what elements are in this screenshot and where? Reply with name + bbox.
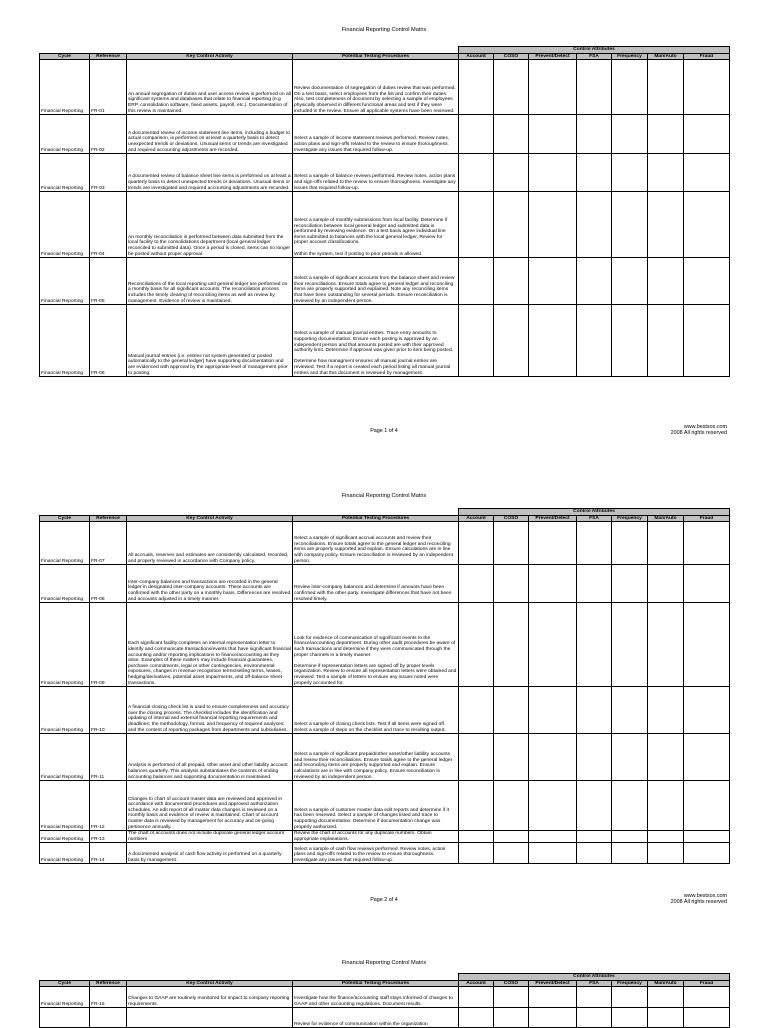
attribute-cell <box>612 115 648 154</box>
attribute-cell <box>494 192 529 258</box>
reference-cell: FR-13 <box>90 831 127 843</box>
attribute-cell <box>612 60 648 115</box>
header-frequency: Frequency <box>612 515 648 522</box>
attribute-cell <box>494 305 529 377</box>
control-activity-cell: Manual journal entries (i.e. entries not system generated or posted automatically to the general ledger) have supporting documentation and are evidenced with approval by the appropriate level of management prior to posting. <box>127 305 293 377</box>
attribute-cell <box>684 734 730 781</box>
table-row <box>40 1008 730 1028</box>
attribute-cell <box>648 843 684 864</box>
table-row <box>40 734 730 781</box>
header-reference: Reference <box>90 53 127 60</box>
control-attributes-header: Control Attributes <box>459 974 730 981</box>
attribute-cell <box>648 831 684 843</box>
control-activity-cell: The chart of accounts does not include duplicate general ledger account numbers <box>127 831 293 843</box>
page-3 <box>0 940 768 1027</box>
attribute-cell <box>684 192 730 258</box>
attribute-cell <box>648 687 684 734</box>
attribute-cell <box>529 687 577 734</box>
attribute-cell <box>612 781 648 831</box>
control-activity-cell: All accruals, reserves and estimates are consistently calculated, recorded, and properly reviewed in accordance with Company policy. <box>127 522 293 565</box>
testing-procedure-cell: Select a sample of closing check lists. Test if all items were signed off. Select a sample of steps on the checklist and trace to resulting output. <box>293 687 459 734</box>
reference-cell: FR-02 <box>90 115 127 154</box>
cycle-cell: Financial Reporting <box>40 781 90 831</box>
attribute-cell <box>494 987 529 1008</box>
attribute-cell <box>494 565 529 603</box>
header-coso: COSO <box>494 53 529 60</box>
attribute-cell <box>459 565 494 603</box>
header-cycle: Cycle <box>40 980 90 987</box>
table-row <box>40 843 730 864</box>
testing-procedure-cell: Select a sample of cash flow reviews performed. Review notes, action plans and sign-offs related to the review to ensure thoroughness. Investigate any issues that required follow-up. <box>293 843 459 864</box>
attribute-cell <box>684 522 730 565</box>
footer-site <box>671 893 727 906</box>
attribute-cell <box>494 522 529 565</box>
reference-cell: FR-10 <box>90 687 127 734</box>
header-activity: Key Control Activity <box>127 53 293 60</box>
page-number: Page 2 of 4 <box>370 897 398 903</box>
header-fsa: FSA <box>577 53 612 60</box>
testing-procedure-cell: Review the chart of accounts for any duplicate numbers. Obtain appropriate explanations. <box>293 831 459 843</box>
testing-procedure-cell: Review documentation of segregation of duties review that was performed. On a test basis, select employees from the list and confirm their duties. Also, test completeness of document by selecting a sample of employees physically observed in different functional areas and test if they were included in the review. Ensure all applicable systems have been reviewed. <box>293 60 459 115</box>
reference-cell: FR-06 <box>90 305 127 377</box>
header-man-auto: Man/Auto <box>648 53 684 60</box>
attribute-cell <box>684 687 730 734</box>
reference-cell: FR-01 <box>90 60 127 115</box>
reference-cell: FR-05 <box>90 258 127 305</box>
attribute-cell <box>684 258 730 305</box>
attribute-cell <box>612 258 648 305</box>
attribute-cell <box>684 305 730 377</box>
header-reference: Reference <box>90 980 127 987</box>
header-prevent-detect: Prevent/Detect <box>529 53 577 60</box>
attribute-cell <box>459 522 494 565</box>
table-row <box>40 305 730 377</box>
header-account: Account <box>459 515 494 522</box>
attribute-cell <box>684 987 730 1008</box>
attribute-cell <box>577 734 612 781</box>
attribute-cell <box>529 258 577 305</box>
header-coso: COSO <box>494 515 529 522</box>
cycle-cell: Financial Reporting <box>40 258 90 305</box>
cycle-cell: Financial Reporting <box>40 305 90 377</box>
header-man-auto: Man/Auto <box>648 515 684 522</box>
reference-cell: FR-11 <box>90 734 127 781</box>
attribute-cell <box>459 987 494 1008</box>
control-matrix-table <box>39 46 730 377</box>
attribute-cell <box>684 843 730 864</box>
attribute-cell <box>459 60 494 115</box>
testing-procedure-cell: Select a sample of balance reviews performed. Review notes, action plans and sign-offs related to the review to ensure thoroughness. Investigate any issues that required follow-up. <box>293 154 459 192</box>
attribute-cell <box>494 843 529 864</box>
attribute-cell <box>577 831 612 843</box>
attribute-cell <box>684 831 730 843</box>
cycle-cell: Financial Reporting <box>40 687 90 734</box>
attribute-cell <box>577 522 612 565</box>
header-frequency: Frequency <box>612 53 648 60</box>
reference-cell: FR-14 <box>90 843 127 864</box>
table-row <box>40 115 730 154</box>
attribute-cell <box>494 734 529 781</box>
document-title: Financial Reporting Control Matrix <box>341 27 427 33</box>
testing-procedure-cell: Select a sample of manual journal entries. Trace entry amounts to supporting documentation. Ensure each posting is approved by an independent person and that amounts posted are with their approved authority limit. Determine if approval was given prior to item being posted. Determine how managment ensures all manual journal entries are reviewed. Test if a report is created each period listing all manual journal entries and that this document is reviewed by management. <box>293 305 459 377</box>
reference-cell: FR-08 <box>90 565 127 603</box>
header-man-auto: Man/Auto <box>648 980 684 987</box>
attribute-cell <box>648 115 684 154</box>
attribute-cell <box>459 687 494 734</box>
attribute-cell <box>529 192 577 258</box>
header-account: Account <box>459 980 494 987</box>
header-procedures: Potential Testing Procedures <box>293 980 459 987</box>
attribute-cell <box>648 987 684 1008</box>
page-1 <box>0 0 768 440</box>
attribute-cell <box>684 565 730 603</box>
attribute-cell <box>612 522 648 565</box>
header-frequency: Frequency <box>612 980 648 987</box>
header-coso: COSO <box>494 980 529 987</box>
cycle-cell: Financial Reporting <box>40 60 90 115</box>
attribute-cell <box>684 115 730 154</box>
table-row <box>40 781 730 831</box>
attribute-cell <box>684 1008 730 1028</box>
cycle-cell: Financial Reporting <box>40 603 90 687</box>
control-activity-cell: Each significant facility completes an internal representation letter to identify and communicate transactions/events that have significant financial accounting and/or reporting implications to finance/accounting as they arise. Examples of these matters may include financial guarantees, purchase commitments, legal or other contingencies, environmental exposures, changes in revenue recognition terms/selling terms, leases, hedging/derivatives, potential asset impairments, and off-balance sheet transactions. <box>127 603 293 687</box>
attribute-cell <box>648 565 684 603</box>
header-fraud: Fraud <box>684 980 730 987</box>
reference-cell: FR-07 <box>90 522 127 565</box>
control-activity-cell: A financial closing check list is used to ensure completeness and accuracy over the closing process. The checklist includes the identification and updating of internal and external financial reporting requirements and deadlines; the methodology, format, and frequency of required analyses; and the content of reporting packages from departments and subsidiaries. <box>127 687 293 734</box>
testing-procedure-cell: Select a sample of significant prepaid/other asset/other liability accounts and review their reconciliations. Ensure totals agree to the general ledger and reconciling items are properly supported and explain. Ensure calculations are in line with company policy. Ensure reconciliation is reviewed by an independent person. <box>293 734 459 781</box>
attribute-cell <box>577 192 612 258</box>
page-2 <box>0 470 768 930</box>
attribute-cell <box>459 843 494 864</box>
header-cycle: Cycle <box>40 53 90 60</box>
table-row <box>40 192 730 258</box>
page-number: Page 1 of 4 <box>370 428 398 434</box>
attribute-cell <box>648 305 684 377</box>
attribute-cell <box>529 565 577 603</box>
control-activity-cell: A documented review of income statement line items, including a budget to actual comparison, is performed on at least a quarterly basis to detect unexpected trends or deviations. Unusual items or trends are investigated and required accounting adjustments are recorded. <box>127 115 293 154</box>
attribute-cell <box>529 831 577 843</box>
control-attributes-header: Control Attributes <box>459 47 730 54</box>
control-activity-cell: An monthly reconciliation is performed between data submitted from the local facility to the consolidations department (local general ledger reconciled to submitted data). Once a period is closed, items can no longer be posted without proper approval. <box>127 192 293 258</box>
attribute-cell <box>577 60 612 115</box>
table-row <box>40 987 730 1008</box>
table-row <box>40 565 730 603</box>
attribute-cell <box>648 603 684 687</box>
testing-procedure-cell: Select a sample of monthly submissions from local facility. Determine if reconciliation between local general ledger and submitted data is performed by reviewing evidence. On a test basis agree individual line items submitted to balances with the local general ledger. Review for proper account classifications. Within the system, test if posting to prior periods is allowed. <box>293 192 459 258</box>
control-activity-cell: A documented analysis of cash flow activity is performed on a quarterly basis by management. <box>127 843 293 864</box>
control-activity-cell: An annual segregation of duties and user access review is performed on all significant systems and databases that relate to financial reporting (e.g ERP, consolidation software, fixed assets, payroll, etc.). Documentation of this review is maintained. <box>127 60 293 115</box>
attribute-cell <box>529 60 577 115</box>
attribute-cell <box>459 192 494 258</box>
attribute-cell <box>577 687 612 734</box>
attribute-cell <box>577 1008 612 1028</box>
attribute-cell <box>529 987 577 1008</box>
attribute-cell <box>648 192 684 258</box>
header-cycle: Cycle <box>40 515 90 522</box>
attribute-cell <box>648 522 684 565</box>
attribute-cell <box>577 565 612 603</box>
testing-procedure-cell: Select a sample of customer master data edit reports and determine if it has been reviewed. Select a sample of changes listed and trace to supporting documentation. Determine if documentation change was properly authorized. <box>293 781 459 831</box>
table-row <box>40 687 730 734</box>
header-procedures: Potential Testing Procedures <box>293 53 459 60</box>
control-activity-cell: A documented review of balance sheet line items is performed on at least a quarterly basis to detect unexpected trends or deviations. Unusual items or trends are investigated and required accounting adjustments are recorded. <box>127 154 293 192</box>
header-account: Account <box>459 53 494 60</box>
footer-url: www.bestsox.com <box>683 424 727 430</box>
attribute-cell <box>612 192 648 258</box>
attribute-cell <box>529 781 577 831</box>
attribute-cell <box>612 734 648 781</box>
cycle-cell: Financial Reporting <box>40 831 90 843</box>
reference-cell: FR-03 <box>90 154 127 192</box>
header-activity: Key Control Activity <box>127 980 293 987</box>
attribute-cell <box>494 1008 529 1028</box>
table-row <box>40 154 730 192</box>
table-row <box>40 603 730 687</box>
attribute-cell <box>684 60 730 115</box>
document-title: Financial Reporting Control Matrix <box>341 960 427 966</box>
attribute-cell <box>494 687 529 734</box>
testing-procedure-cell: Select a sample of significant accrual accounts and review their reconciliations. Ensure totals agree to the general ledger and reconciling items are properly supported and explain. Ensure calculations are in line with company policy. Ensure reconciliation is reviewed by an independent person. <box>293 522 459 565</box>
footer-rights: 2008 All rights reserved <box>670 430 727 437</box>
attribute-cell <box>612 987 648 1008</box>
cycle-cell: Financial Reporting <box>40 522 90 565</box>
attribute-cell <box>529 1008 577 1028</box>
header-fraud: Fraud <box>684 515 730 522</box>
testing-procedure-cell: Select a sample of income statement reviews performed. Review notes, action plans and sign-offs related to the review to ensure thoroughness. Investigate any issues that required follow-up. <box>293 115 459 154</box>
control-activity-cell: Reconciliations of the local reporting unit general ledger are performed on a monthly basis for all significant accounts. The reconciliation process includes the timely clearing of reconciling items as well as review by management. Evidence of review is maintained. <box>127 258 293 305</box>
attribute-cell <box>648 258 684 305</box>
reference-cell: FR-15 <box>90 987 127 1008</box>
attribute-cell <box>459 258 494 305</box>
document-title: Financial Reporting Control Matrix <box>341 493 427 499</box>
attribute-cell <box>612 154 648 192</box>
control-activity-cell: Changes to GAAP are routinely monitored for impact to company reporting requirements. <box>127 987 293 1008</box>
attribute-cell <box>612 305 648 377</box>
attribute-cell <box>577 258 612 305</box>
control-activity-cell: Changes to chart of account master data are reviewed and approved in accordance with documented procedures and approved authorization schedules. An edit report of all master data changes is reviewed on a monthly basis and evidence of review is maintained. Chart of account master data is reviewed by management for accuracy and on-going pertinence annually. <box>127 781 293 831</box>
attribute-cell <box>577 987 612 1008</box>
attribute-cell <box>648 154 684 192</box>
attribute-cell <box>459 1008 494 1028</box>
attribute-cell <box>577 154 612 192</box>
attribute-cell <box>529 115 577 154</box>
header-fraud: Fraud <box>684 53 730 60</box>
reference-cell <box>90 1008 127 1028</box>
attribute-cell <box>494 60 529 115</box>
attribute-cell <box>529 522 577 565</box>
attribute-cell <box>494 831 529 843</box>
control-activity-cell: Inter-company balances and transactions are recorded in the general ledger in designated inter-company accounts. These accounts are confirmed with the other party on a monthly basis. Differences are resolved and accounts adjusted in a timely manner. <box>127 565 293 603</box>
header-procedures: Potential Testing Procedures <box>293 515 459 522</box>
attribute-cell <box>577 115 612 154</box>
testing-procedure-cell: Look for evidence of communication of significant events to the finance/accounting department. During other audit procedures be aware of such transactions and determine if they were communicated through the proper channels in a timely manner. Determine if representation letters are signed off by proper levels organization. Review to ensure all representation letters were obtained and reviewed. Test a sample of letters to ensure any issues noted were properly accounted for. <box>293 603 459 687</box>
attribute-cell <box>577 603 612 687</box>
attribute-cell <box>529 603 577 687</box>
footer-url: www.bestsox.com <box>683 893 727 899</box>
header-fsa: FSA <box>577 980 612 987</box>
cycle-cell: Financial Reporting <box>40 154 90 192</box>
attribute-cell <box>459 734 494 781</box>
table-row <box>40 60 730 115</box>
attribute-cell <box>529 154 577 192</box>
attribute-cell <box>494 603 529 687</box>
attribute-cell <box>494 115 529 154</box>
table-row <box>40 831 730 843</box>
cycle-cell: Financial Reporting <box>40 565 90 603</box>
attribute-cell <box>459 781 494 831</box>
cycle-cell: Financial Reporting <box>40 192 90 258</box>
header-prevent-detect: Prevent/Detect <box>529 980 577 987</box>
testing-procedure-cell: Investigate how the finance/accounting staff stays informed of changes to GAAP and other accounting regulations. Document results. <box>293 987 459 1008</box>
attribute-cell <box>648 781 684 831</box>
testing-procedure-cell: Select a sample of significant accounts from the balance sheet and review their reconciliations. Ensure totals agree to general ledger and reconciling items are properly supported and explained. Note any reconciling items that have been outstanding for several periods. Ensure reconciliation is reviewed by an independent person. <box>293 258 459 305</box>
attribute-cell <box>529 305 577 377</box>
header-prevent-detect: Prevent/Detect <box>529 515 577 522</box>
attribute-cell <box>577 781 612 831</box>
attribute-cell <box>494 154 529 192</box>
attribute-cell <box>648 60 684 115</box>
header-fsa: FSA <box>577 515 612 522</box>
attribute-cell <box>612 603 648 687</box>
control-matrix-table <box>39 973 730 1028</box>
footer-rights: 2008 All rights reserved <box>670 899 727 906</box>
cycle-cell <box>40 1008 90 1028</box>
attribute-cell <box>529 843 577 864</box>
cycle-cell: Financial Reporting <box>40 115 90 154</box>
table-row <box>40 258 730 305</box>
attribute-cell <box>612 831 648 843</box>
reference-cell: FR-12 <box>90 781 127 831</box>
control-activity-cell: Analysis is performed of all prepaid, other asset and other liability account balances quarterly. This analysis substantiates the contents of ending accounting balances and supporting documentation is maintained. <box>127 734 293 781</box>
header-reference: Reference <box>90 515 127 522</box>
attribute-cell <box>648 1008 684 1028</box>
attribute-cell <box>459 115 494 154</box>
attribute-cell <box>494 258 529 305</box>
attribute-cell <box>529 734 577 781</box>
attribute-cell <box>684 781 730 831</box>
cycle-cell: Financial Reporting <box>40 987 90 1008</box>
control-attributes-header: Control Attributes <box>459 509 730 516</box>
attribute-cell <box>577 305 612 377</box>
table-row <box>40 522 730 565</box>
attribute-cell <box>459 603 494 687</box>
attribute-cell <box>612 1008 648 1028</box>
control-activity-cell <box>127 1008 293 1028</box>
attribute-cell <box>577 843 612 864</box>
attribute-cell <box>459 305 494 377</box>
attribute-cell <box>612 687 648 734</box>
cycle-cell: Financial Reporting <box>40 843 90 864</box>
attribute-cell <box>612 565 648 603</box>
attribute-cell <box>494 781 529 831</box>
testing-procedure-cell: Review inter-company balances and determine if amounts have been confirmed with the other party. Investigate differences that have not been resolved timely. <box>293 565 459 603</box>
reference-cell: FR-04 <box>90 192 127 258</box>
footer-site <box>671 424 727 437</box>
testing-procedure-cell: Review for evidence of communication within the organization <box>293 1008 459 1028</box>
attribute-cell <box>648 734 684 781</box>
attribute-cell <box>684 603 730 687</box>
control-matrix-table <box>39 508 730 864</box>
cycle-cell: Financial Reporting <box>40 734 90 781</box>
attribute-cell <box>612 843 648 864</box>
reference-cell: FR-09 <box>90 603 127 687</box>
header-activity: Key Control Activity <box>127 515 293 522</box>
attribute-cell <box>459 154 494 192</box>
attribute-cell <box>684 154 730 192</box>
attribute-cell <box>459 831 494 843</box>
